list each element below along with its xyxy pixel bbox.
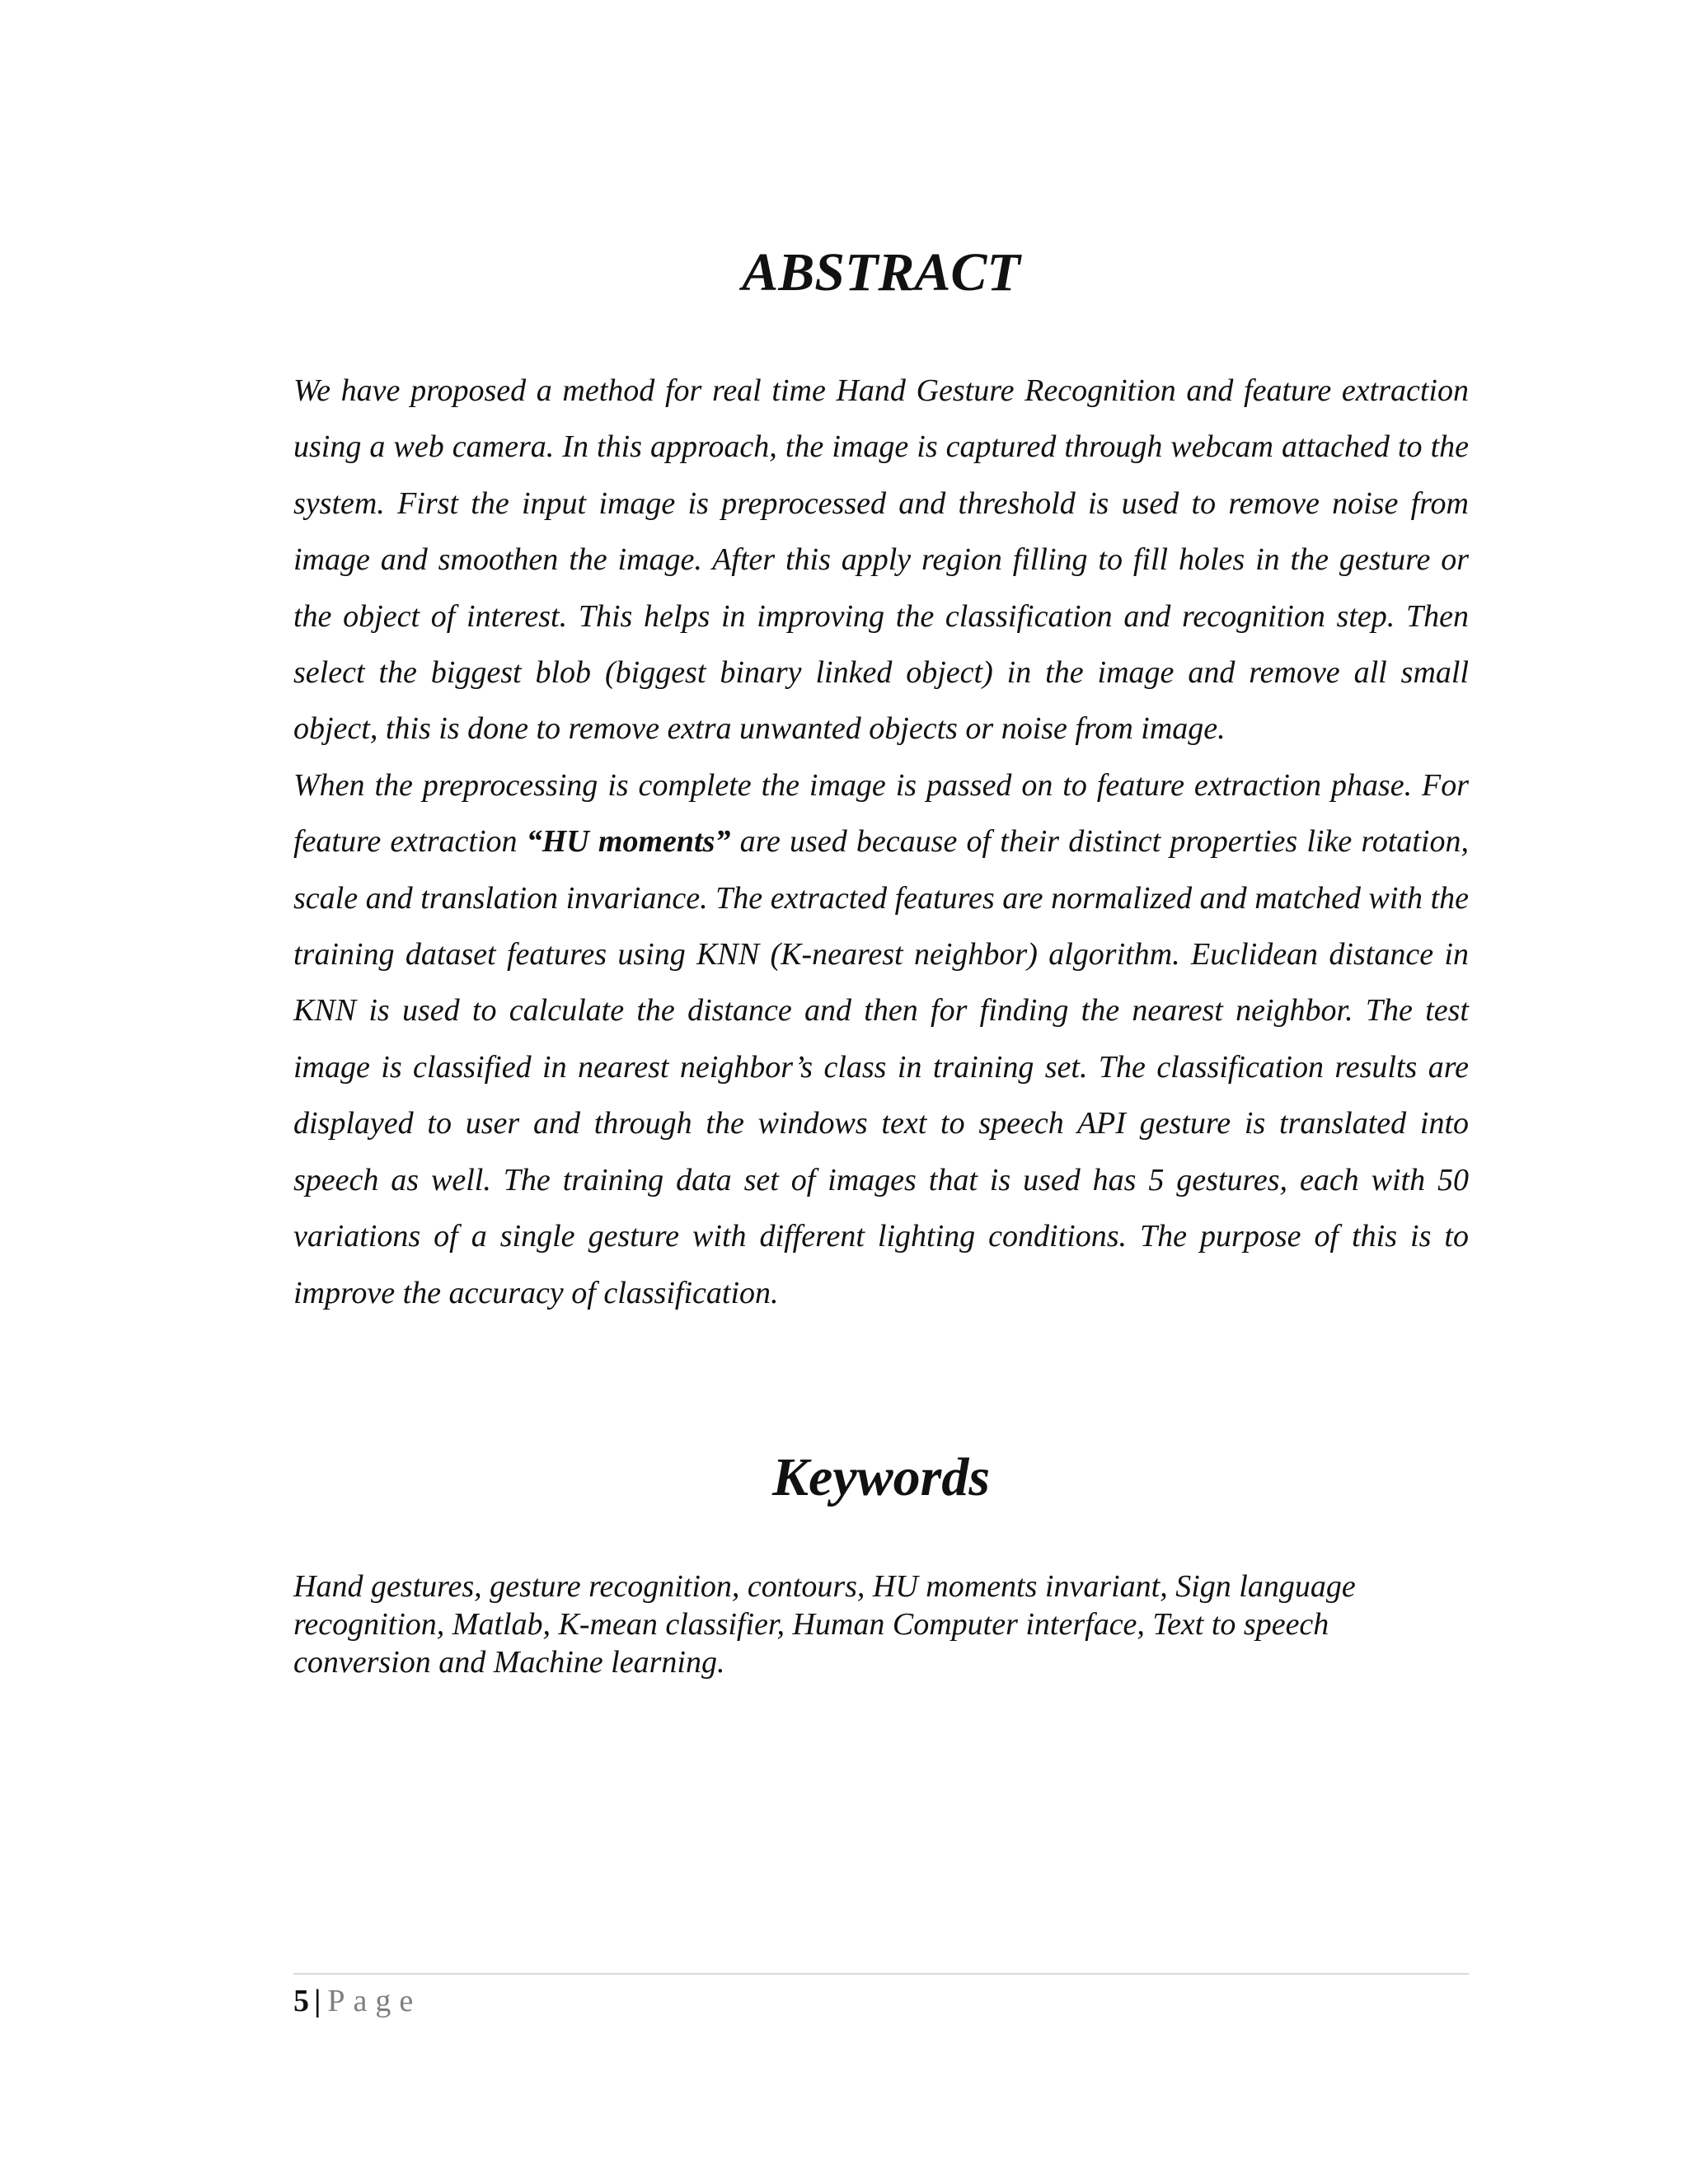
keywords-list: Hand gestures, gesture recognition, contours, HU moments invariant, Sign language recognition, Matlab, K-mean classifier, Human Computer interface, Text to speech conversion and Machine learning. — [293, 1569, 1356, 1680]
abstract-body — [293, 363, 1469, 1321]
footer-divider — [293, 1973, 1469, 1975]
footer-separator: | — [314, 1984, 321, 2018]
abstract-paragraph-2-end: are used because of their distinct properties like rotation, scale and translation invariance. The extracted features are normalized and matched with the training dataset features using KNN (K-nearest neighbor) algorithm. Euclidean distance in KNN is used to calculate the distance and then for finding the nearest neighbor. The test image is classified in nearest neighbor’s class in training set. The classification results are displayed to user and through the windows text to speech API gesture is translated into speech as well. The training data set of images that is used has 5 gestures, each with 50 variations of a single gesture with different lighting conditions. The purpose of this is to improve the accuracy of classification. — [293, 824, 1469, 1310]
page-footer — [293, 1980, 421, 2022]
abstract-heading: ABSTRACT — [742, 242, 1020, 302]
abstract-paragraph-2 — [293, 757, 1469, 1321]
page-number: 5 — [293, 1984, 309, 2018]
abstract-paragraph-1: We have proposed a method for real time Hand Gesture Recognition and feature extraction using a web camera. In this approach, the image is captured through webcam attached to the system. First the input image is preprocessed and threshold is used to remove noise from image and smoothen the image. After this apply region filling to fill holes in the gesture or the object of interest. This helps in improving the classification and recognition step. Then select the biggest blob (biggest binary linked object) in the image and remove all small object, this is done to remove extra unwanted objects or noise from image. — [293, 373, 1469, 747]
keywords-heading: Keywords — [772, 1447, 990, 1507]
abstract-paragraph-2-start: When the preprocessing is complete the image is passed on to feature extraction phase. For feature extraction — [293, 767, 1469, 860]
hu-moments-emphasis: “HU moments” — [526, 824, 731, 860]
page-label: Page — [327, 1984, 422, 2018]
